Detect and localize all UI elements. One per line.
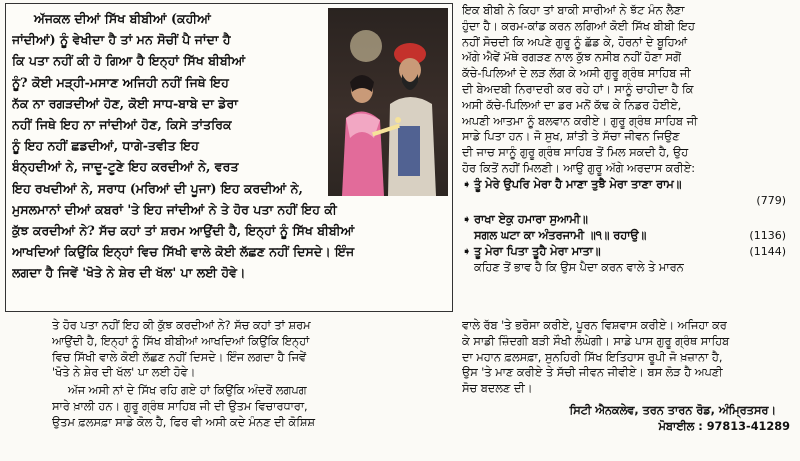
text-line: ਹੋਰ ਕਿਤੋਂ ਨਹੀਂ ਮਿਲਣੀ। ਆਉ ਗੁਰੂ ਅੱਗੇ ਅਰਦਾਸ ਕਰੀਏ: bbox=[462, 161, 695, 175]
verse-text: ਸਗਲ ਘਟਾ ਕਾ ਅੰਤਰਜਾਮੀ ॥੧॥ ਰਹਾਉ॥ bbox=[474, 229, 647, 243]
highlight-box bbox=[5, 3, 453, 312]
verse-reference: (779) bbox=[756, 193, 786, 207]
text-line: ਤੇ ਹੋਰ ਪਤਾ ਨਹੀਂ ਇਹ ਕੀ ਕੁੱਝ ਕਰਦੀਆਂ ਨੇ? ਸੱਚ ਕਹਾਂ ਤਾਂ ਸ਼ਰਮ bbox=[52, 319, 311, 332]
text-line: ਕੇ ਸਾਡੀ ਜ਼ਿੰਦਗੀ ਬੜੀ ਸੌਖੀ ਲੰਘੇਗੀ। ਸਾਡੇ ਪਾਸ ਗੁਰੂ ਗ੍ਰੰਥ ਸਾਹਿਬ bbox=[462, 334, 730, 348]
boxed-text bbox=[12, 8, 448, 284]
text-line: ਦੀ ਜਾਚ ਸਾਨੂੰ ਗੁਰੂ ਗ੍ਰੰਥ ਸਾਹਿਬ ਤੋਂ ਮਿਲ ਸਕਦੀ ਹੈ, ਉਹ bbox=[462, 146, 689, 160]
text-line: ਸੋਚ ਬਦਲਣ ਦੀ। bbox=[462, 382, 533, 396]
text-line: ਨੱਕ ਨਾ ਰਗੜਦੀਆਂ ਹੋਣ, ਕੋਈ ਸਾਧ-ਬਾਬੇ ਦਾ ਡੇਰਾ bbox=[12, 95, 238, 111]
arrow-bullet-icon: ➧ bbox=[462, 213, 472, 227]
verse-reference: (1136) bbox=[749, 229, 786, 243]
text-line: ਆਖਦਿਆਂ ਕਿਉਂਕਿ ਇਨ੍ਹਾਂ ਵਿਚ ਸਿੱਖੀ ਵਾਲੇ ਕੋਈ ਲੱਛਣ ਨਹੀਂ ਦਿਸਦੇ। ਇੰਜ bbox=[12, 244, 355, 260]
text-line: ਨੂੰ ਇਹ ਨਹੀਂ ਛਡਦੀਆਂ, ਧਾਗੇ-ਤਵੀਤ ਇਹ bbox=[12, 138, 199, 154]
text-line: ਵਾਲੇ ਰੱਬ 'ਤੇ ਭਰੋਸਾ ਕਰੀਏ, ਪੂਰਨ ਵਿਸ਼ਵਾਸ ਕਰੀਏ। ਅਜਿਹਾ ਕਰ bbox=[462, 319, 727, 332]
gurbani-verse bbox=[462, 177, 796, 193]
text-line: ਅਸੀ ਕੱਚੇ-ਪਿਲਿਆਂ ਦਾ ਡਰ ਮਨੋਂ ਕੱਢ ਕੇ ਨਿਡਰ ਹੋਈਏ, bbox=[462, 98, 682, 112]
arrow-bullet-icon: ➧ bbox=[462, 244, 472, 258]
text-line: ਸਾਡੇ ਪਿਤਾ ਹਨ। ਜੋ ਸੁਖ, ਸ਼ਾਂਤੀ ਤੇ ਸੱਚਾ ਜੀਵਨ ਜਿਉਣ bbox=[462, 130, 680, 144]
text-line: ਕਹਿਣ ਤੋਂ ਭਾਵ ਹੈ ਕਿ ਉਸ ਪੈਦਾ ਕਰਨ ਵਾਲੇ ਤੇ ਮਾਰਨ bbox=[474, 260, 684, 274]
right-column bbox=[462, 3, 796, 276]
text-line: ਹੁੰਦਾ ਹੈ। ਕਰਮ-ਕਾਂਡ ਕਰਨ ਲਗਿਆਂ ਕੋਈ ਸਿੱਖ ਬੀਬੀ ਇਹ bbox=[462, 19, 695, 33]
arrow-bullet-icon: ➧ bbox=[462, 177, 472, 191]
gurbani-verse bbox=[462, 228, 796, 244]
verse-reference: (1144) bbox=[749, 244, 786, 258]
gurbani-verse bbox=[462, 212, 796, 228]
author-address: ਸਿਟੀ ਐਨਕਲੇਵ, ਤਰਨ ਤਾਰਨ ਰੋਡ, ਅੰਮ੍ਰਿਤਸਰ। bbox=[569, 403, 776, 417]
gurbani-verse bbox=[462, 244, 796, 260]
text-line: ਲਗਦਾ ਹੈ ਜਿਵੇਂ 'ਖੋਤੇ ਨੇ ਸ਼ੇਰ ਦੀ ਖੱਲ' ਪਾ ਲਈ ਹੋਵੇ। bbox=[12, 265, 246, 281]
text-line: ਅੱਜਕਲ ਦੀਆਂ ਸਿੱਖ ਬੀਬੀਆਂ (ਕਹੀਆਂ bbox=[34, 11, 211, 26]
text-line: ਨੂੰ? ਕੋਈ ਮੜ੍ਹੀ-ਮਸਾਣ ਅਜਿਹੀ ਨਹੀਂ ਜਿਥੇ ਇਹ bbox=[12, 74, 229, 90]
text-line: ਇਕ ਬੀਬੀ ਨੇ ਕਿਹਾ ਤਾਂ ਬਾਕੀ ਸਾਰੀਆਂ ਨੇ ਝੱਟ ਮੰਨ ਲੈਣਾ bbox=[462, 4, 685, 17]
text-line: ਉਤਮ ਫ਼ਲਸਫ਼ਾ ਸਾਡੇ ਕੋਲ ਹੈ, ਫਿਰ ਵੀ ਅਸੀ ਕਦੇ ਮੰਨਣ ਦੀ ਕੋਸ਼ਿਸ਼ bbox=[52, 415, 315, 429]
text-line: ਵਿਚ ਸਿੱਖੀ ਵਾਲੇ ਕੋਈ ਲੱਛਣ ਨਹੀਂ ਦਿਸਦੇ। ਇੰਜ ਲਗਦਾ ਹੈ ਜਿਵੇਂ bbox=[52, 350, 307, 364]
text-line: ਸਾਰੇ ਖ਼ਾਲੀ ਹਨ। ਗੁਰੂ ਗ੍ਰੰਥ ਸਾਹਿਬ ਜੀ ਦੀ ਉਤਮ ਵਿਚਾਰਧਾਰਾ, bbox=[52, 399, 308, 413]
text-line: ਕਿ ਪਤਾ ਨਹੀਂ ਕੀ ਹੋ ਗਿਆ ਹੈ ਇਨ੍ਹਾਂ ਸਿੱਖ ਬੀਬੀਆਂ bbox=[12, 53, 246, 69]
text-line: ਕੁੱਝ ਕਰਦੀਆਂ ਨੇ? ਸੱਚ ਕਹਾਂ ਤਾਂ ਸ਼ਰਮ ਆਉਂਦੀ ਹੈ, ਇਨ੍ਹਾਂ ਨੂੰ ਸਿੱਖ ਬੀਬੀਆਂ bbox=[12, 223, 355, 239]
text-line: ਦੀ ਬੇਅਦਬੀ ਨਿਰਾਦਰੀ ਕਰ ਰਹੇ ਹਾਂ। ਸਾਨੂੰ ਚਾਹੀਦਾ ਹੈ ਕਿ bbox=[462, 82, 694, 96]
text-line: ਅੱਗੇ ਐਵੇਂ ਮੱਥੇ ਰਗੜਣ ਨਾਲ ਕੁੱਝ ਨਸੀਬ ਨਹੀਂ ਹੋਣਾ ਸਗੋਂ bbox=[462, 51, 681, 65]
text-line: ਅੱਜ ਅਸੀ ਨਾਂ ਦੇ ਸਿੱਖ ਰਹਿ ਗਏ ਹਾਂ ਕਿਉਂਕਿ ਅੰਦਰੋਂ ਲਗਪਗ bbox=[68, 384, 307, 398]
text-line: ਬੰਨ੍ਹਦੀਆਂ ਨੇ, ਜਾਦੂ-ਟੂਣੇ ਇਹ ਕਰਦੀਆਂ ਨੇ, ਵਰਤ bbox=[12, 159, 239, 175]
text-line: ਆਉਂਦੀ ਹੈ, ਇਨ੍ਹਾਂ ਨੂੰ ਸਿੱਖ ਬੀਬੀਆਂ ਆਖਦਿਆਂ ਕਿਉਂਕਿ ਇਨ੍ਹਾਂ bbox=[52, 334, 310, 348]
text-line: ਅਪਣੀ ਆਤਮਾ ਨੂੰ ਬਲਵਾਨ ਕਰੀਏ। ਗੁਰੂ ਗ੍ਰੰਥ ਸਾਹਿਬ ਜੀ bbox=[462, 114, 698, 128]
verse-text: ਤੂੰ ਮੇਰੇ ਉਪਰਿ ਮੇਰਾ ਹੈ ਮਾਣਾ ਤੁਝੈ ਮੇਰਾ ਤਾਣਾ ਰਾਮ॥ bbox=[474, 177, 682, 191]
text-line: ਜਾਂਦੀਆਂ) ਨੂੰ ਵੇਖੀਦਾ ਹੈ ਤਾਂ ਮਨ ਸੋਚੀਂ ਪੈ ਜਾਂਦਾ ਹੈ bbox=[12, 32, 231, 48]
text-line: ਕੱਚੇ-ਪਿਲਿਆਂ ਦੇ ਲੜ ਲੱਗ ਕੇ ਅਸੀ ਗੁਰੂ ਗ੍ਰੰਥ ਸਾਹਿਬ ਜੀ bbox=[462, 67, 691, 81]
bottom-right-column bbox=[462, 318, 796, 435]
author-phone: ਮੋਬਾਈਲ : 97813-41289 bbox=[658, 419, 790, 433]
text-line: ਉਸ 'ਤੇ ਮਾਣ ਕਰੀਏ ਤੇ ਸੱਚੀ ਜੀਵਨ ਜੀਵੀਏ। ਬਸ ਲੋੜ ਹੈ ਅਪਣੀ bbox=[462, 366, 723, 380]
text-line: ਦਾ ਮਹਾਨ ਫ਼ਲਸਫ਼ਾ, ਸੁਨਹਿਰੀ ਸਿੱਖ ਇਤਿਹਾਸ ਰੂਪੀ ਜੋ ਖ਼ਜ਼ਾਨਾ ਹੈ, bbox=[462, 350, 723, 364]
text-line: ਮੁਸਲਮਾਨਾਂ ਦੀਆਂ ਕਬਰਾਂ 'ਤੇ ਇਹ ਜਾਂਦੀਆਂ ਨੇ ਤੇ ਹੋਰ ਪਤਾ ਨਹੀਂ ਇਹ ਕੀ bbox=[12, 201, 337, 217]
text-line: ਇਹ ਰਖਦੀਆਂ ਨੇ, ਸਰਾਧ (ਮਰਿਆਂ ਦੀ ਪੂਜਾ) ਇਹ ਕਰਦੀਆਂ ਨੇ, bbox=[12, 180, 303, 196]
text-line: ਨਹੀਂ ਜਿਥੇ ਇਹ ਨਾ ਜਾਂਦੀਆਂ ਹੋਣ, ਕਿਸੇ ਤਾਂਤਰਿਕ bbox=[12, 117, 232, 133]
bottom-left-column bbox=[52, 318, 456, 431]
text-line: 'ਖੋਤੇ ਨੇ ਸ਼ੇਰ ਦੀ ਖੱਲ' ਪਾ ਲਈ ਹੋਵੇ। bbox=[52, 366, 196, 380]
verse-text: ਰਾਖਾ ਏਕੁ ਹਮਾਰਾ ਸੁਆਮੀ॥ bbox=[474, 213, 588, 227]
text-line: ਨਹੀਂ ਸੋਚਦੀ ਕਿ ਅਪਣੇ ਗੁਰੂ ਨੂੰ ਛੱਡ ਕੇ, ਹੋਰਨਾਂ ਦੇ ਬੂਹਿਆਂ bbox=[462, 35, 687, 49]
verse-text: ਤੂ ਮੇਰਾ ਪਿਤਾ ਤੂਹੈ ਮੇਰਾ ਮਾਤਾ॥ bbox=[474, 244, 601, 258]
